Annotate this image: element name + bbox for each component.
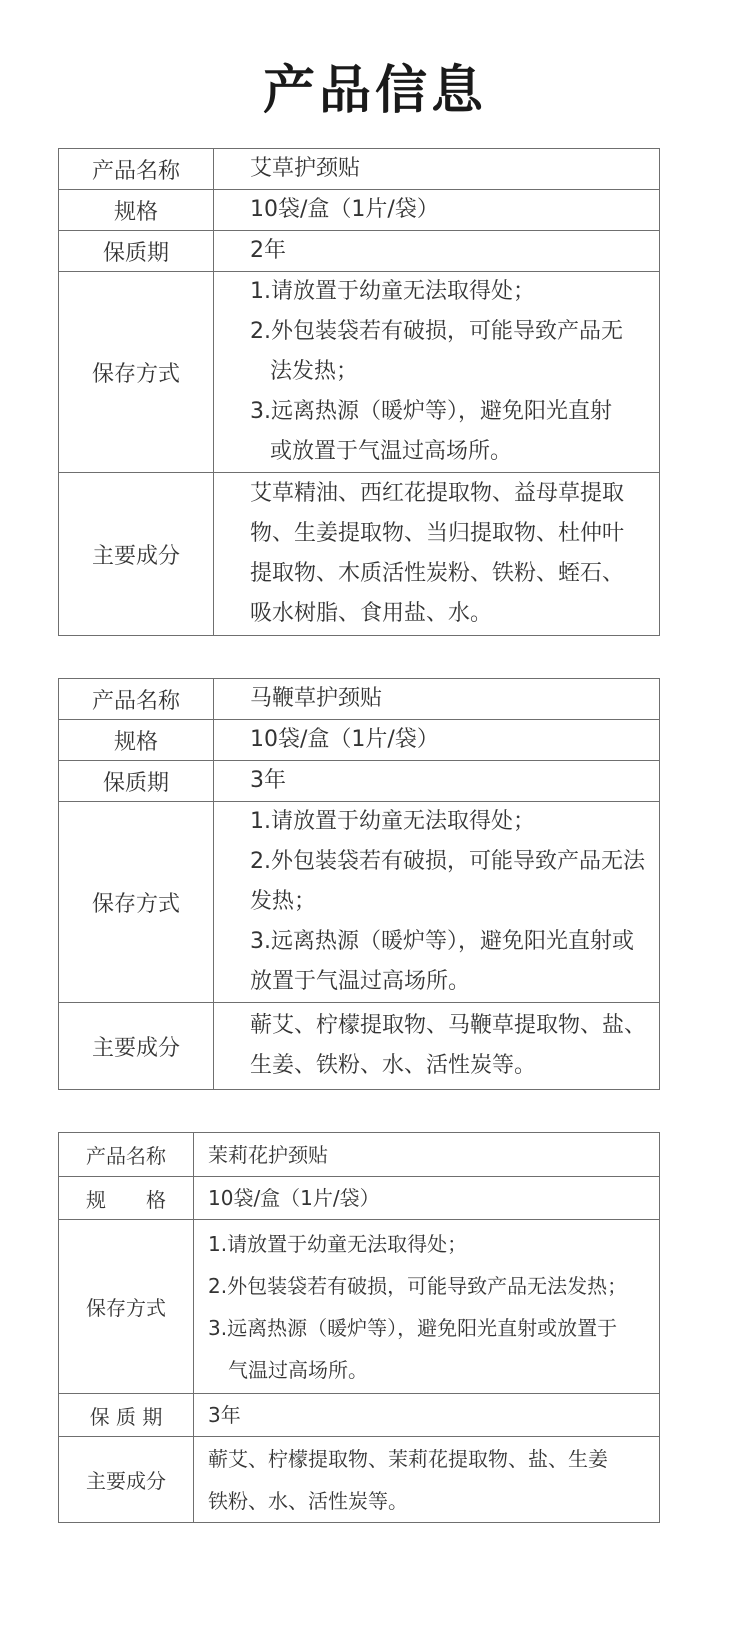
value-line: 1.请放置于幼童无法取得处；	[250, 279, 535, 304]
row-value-storage	[194, 1220, 660, 1394]
row-key-spec: 规格	[59, 190, 214, 231]
table-row	[59, 802, 660, 1003]
table-row	[59, 231, 660, 272]
row-key-ingredients: 主要成分	[59, 1437, 194, 1523]
value-line: 气温过高场所。	[228, 1357, 368, 1382]
row-value-spec	[194, 1177, 660, 1220]
value-line: 蕲艾、柠檬提取物、茉莉花提取物、盐、生姜	[208, 1446, 608, 1471]
product-table-3	[58, 1132, 660, 1523]
row-key-shelf-life: 保质期	[59, 231, 214, 272]
value-line: 放置于气温过高场所。	[250, 969, 471, 994]
row-key-name: 产品名称	[59, 679, 214, 720]
row-key-shelf-life: 保 质 期	[59, 1394, 194, 1437]
row-value-ingredients	[214, 1003, 660, 1090]
value-line: 吸水树脂、食用盐、水。	[250, 601, 493, 626]
row-key-shelf-life: 保质期	[59, 761, 214, 802]
value-line: 生姜、铁粉、水、活性炭等。	[250, 1053, 537, 1078]
value-line: 2年	[250, 238, 286, 263]
value-line: 2.外包装袋若有破损，可能导致产品无法	[250, 849, 645, 874]
row-value-spec	[214, 720, 660, 761]
row-value-shelf-life	[214, 761, 660, 802]
value-line: 3.远离热源（暖炉等），避免阳光直射或	[250, 929, 634, 954]
value-line: 3.远离热源（暖炉等），避免阳光直射或放置于	[208, 1315, 618, 1340]
table-row	[59, 473, 660, 636]
row-value-storage	[214, 272, 660, 473]
row-value-name	[194, 1133, 660, 1177]
value-line: 茉莉花护颈贴	[208, 1142, 328, 1167]
value-line: 法发热；	[270, 359, 359, 384]
row-value-ingredients	[214, 473, 660, 636]
value-line: 或放置于气温过高场所。	[270, 439, 513, 464]
value-line: 10袋/盒（1片/袋）	[250, 727, 439, 752]
row-value-shelf-life	[214, 231, 660, 272]
product-table-1	[58, 148, 660, 636]
value-line: 10袋/盒（1片/袋）	[208, 1186, 380, 1210]
row-key-storage: 保存方式	[59, 272, 214, 473]
value-line: 艾草精油、西红花提取物、益母草提取	[250, 481, 625, 506]
table-row	[59, 1220, 660, 1394]
value-line: 1.请放置于幼童无法取得处；	[208, 1231, 468, 1256]
table-row	[59, 272, 660, 473]
value-line: 提取物、木质活性炭粉、铁粉、蛭石、	[250, 561, 625, 586]
table-row	[59, 720, 660, 761]
row-key-ingredients: 主要成分	[59, 1003, 214, 1090]
value-line: 物、生姜提取物、当归提取物、杜仲叶	[250, 521, 625, 546]
table-row	[59, 190, 660, 231]
row-value-storage	[214, 802, 660, 1003]
table-row	[59, 1133, 660, 1177]
product-table-2	[58, 678, 660, 1090]
value-line: 3年	[250, 768, 286, 793]
page-title: 产品信息	[262, 61, 487, 121]
value-line: 2.外包装袋若有破损，可能导致产品无	[250, 319, 623, 344]
value-line: 2.外包装袋若有破损，可能导致产品无法发热；	[208, 1273, 628, 1298]
row-key-spec: 规 格	[59, 1177, 194, 1220]
row-value-shelf-life	[194, 1394, 660, 1437]
row-value-name	[214, 679, 660, 720]
table-row	[59, 761, 660, 802]
table-row	[59, 149, 660, 190]
value-line: 艾草护颈贴	[250, 156, 361, 181]
table-row	[59, 679, 660, 720]
value-line: 蕲艾、柠檬提取物、马鞭草提取物、盐、	[250, 1013, 647, 1038]
table-row	[59, 1003, 660, 1090]
table-row	[59, 1394, 660, 1437]
row-key-spec: 规格	[59, 720, 214, 761]
row-value-ingredients	[194, 1437, 660, 1523]
value-line: 3年	[208, 1403, 241, 1427]
row-value-name	[214, 149, 660, 190]
table-row	[59, 1177, 660, 1220]
value-line: 发热；	[250, 889, 317, 914]
row-value-spec	[214, 190, 660, 231]
row-key-name: 产品名称	[59, 1133, 194, 1177]
row-key-storage: 保存方式	[59, 802, 214, 1003]
table-row	[59, 1437, 660, 1523]
row-key-ingredients: 主要成分	[59, 473, 214, 636]
row-key-name: 产品名称	[59, 149, 214, 190]
value-line: 铁粉、水、活性炭等。	[208, 1488, 408, 1513]
value-line: 10袋/盒（1片/袋）	[250, 197, 439, 222]
value-line: 1.请放置于幼童无法取得处；	[250, 809, 535, 834]
value-line: 马鞭草护颈贴	[250, 686, 383, 711]
value-line: 3.远离热源（暖炉等），避免阳光直射	[250, 399, 612, 424]
row-key-storage: 保存方式	[59, 1220, 194, 1394]
